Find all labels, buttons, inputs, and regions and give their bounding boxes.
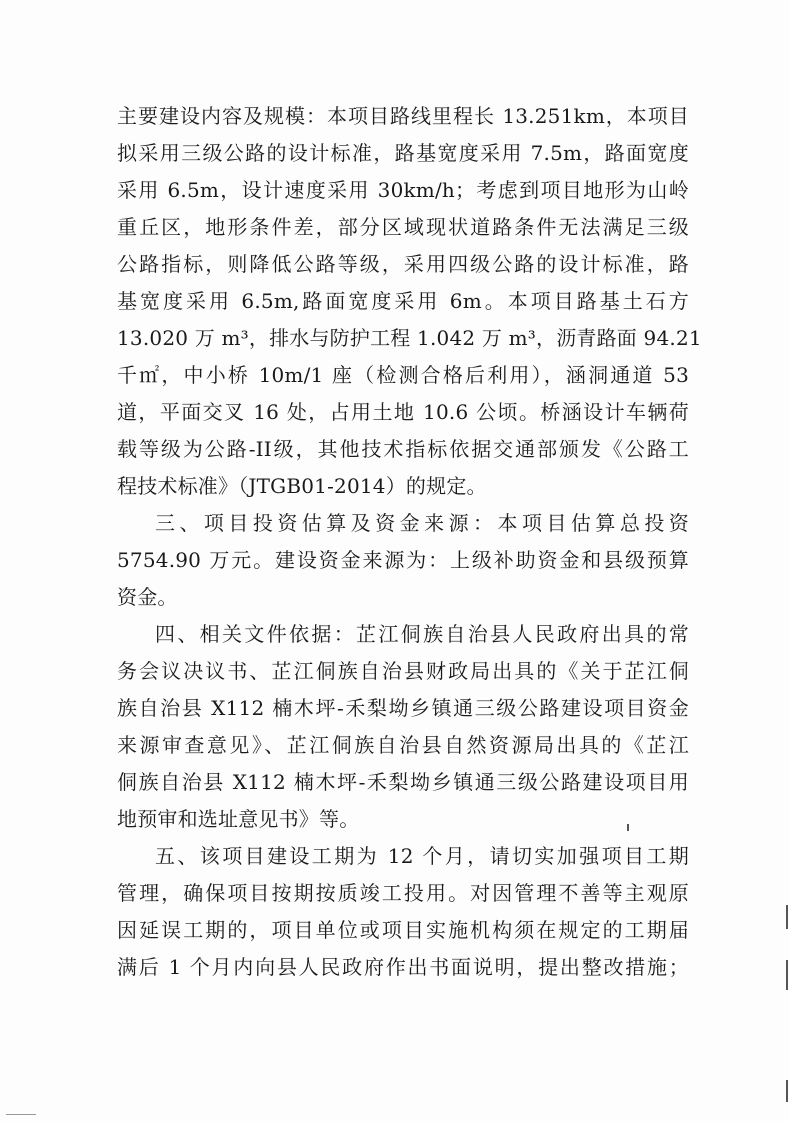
- text-line: 五、该项目建设工期为 12 个月，请切实加强项目工期: [155, 844, 689, 868]
- text-line: 满后 1 个月内向县人民政府作出书面说明，提出整改措施；: [117, 955, 689, 979]
- text-line: 采用 6.5m，设计速度采用 30km/h；考虑到项目地形为山岭: [117, 178, 689, 202]
- text-line: 四、相关文件依据：芷江侗族自治县人民政府出具的常: [155, 622, 689, 646]
- text-line: 千㎡，中小桥 10m/1 座（检测合格后利用），涵洞通道 53: [117, 363, 689, 387]
- text-line: 管理，确保项目按期按质竣工投用。对因管理不善等主观原: [117, 881, 689, 905]
- paragraph-scale: [117, 98, 702, 505]
- scan-artifact: [627, 824, 629, 831]
- text-line: 资金。: [117, 585, 178, 609]
- text-line: 族自治县 X112 楠木坪-禾梨坳乡镇通三级公路建设项目资金: [117, 696, 689, 720]
- text-line: 重丘区，地形条件差，部分区域现状道路条件无法满足三级: [117, 215, 689, 239]
- scan-artifact: [786, 960, 788, 990]
- text-line: 道，平面交叉 16 处，占用土地 10.6 公顷。桥涵设计车辆荷: [117, 400, 689, 424]
- text-line: 程技术标准》（JTGB01-2014）的规定。: [117, 474, 487, 498]
- text-line: 三、项目投资估算及资金来源：本项目估算总投资: [155, 511, 689, 535]
- text-line: 侗族自治县 X112 楠木坪-禾梨坳乡镇通三级公路建设项目用: [117, 770, 689, 794]
- text-line: 5754.90 万元。建设资金来源为：上级补助资金和县级预算: [117, 548, 689, 572]
- scan-artifact: [786, 1080, 788, 1102]
- text-line: 因延误工期的，项目单位或项目实施机构须在规定的工期届: [117, 918, 689, 942]
- text-line: 主要建设内容及规模：本项目路线里程长 13.251km，本项目: [117, 104, 689, 128]
- text-line: 公路指标，则降低公路等级，采用四级公路的设计标准，路: [117, 252, 689, 276]
- text-line: 地预审和选址意见书》等。: [117, 807, 360, 831]
- paragraph-documents: [117, 616, 689, 838]
- paragraph-schedule: [117, 838, 689, 986]
- text-line: 基宽度采用 6.5m,路面宽度采用 6m。本项目路基土石方: [117, 289, 689, 313]
- scan-artifact: [786, 905, 788, 929]
- document-body: [117, 98, 702, 986]
- text-line: 来源审查意见》、芷江侗族自治县自然资源局出具的《芷江: [117, 733, 689, 757]
- paragraph-investment: [117, 505, 689, 616]
- text-line: 载等级为公路-II级，其他技术指标依据交通部颁发《公路工: [117, 437, 689, 461]
- scan-artifact: [6, 1114, 36, 1115]
- text-line: 13.020 万 m³，排水与防护工程 1.042 万 m³，沥青路面 94.21: [117, 326, 702, 350]
- text-line: 拟采用三级公路的设计标准，路基宽度采用 7.5m，路面宽度: [117, 141, 689, 165]
- text-line: 务会议决议书、芷江侗族自治县财政局出具的《关于芷江侗: [117, 659, 689, 683]
